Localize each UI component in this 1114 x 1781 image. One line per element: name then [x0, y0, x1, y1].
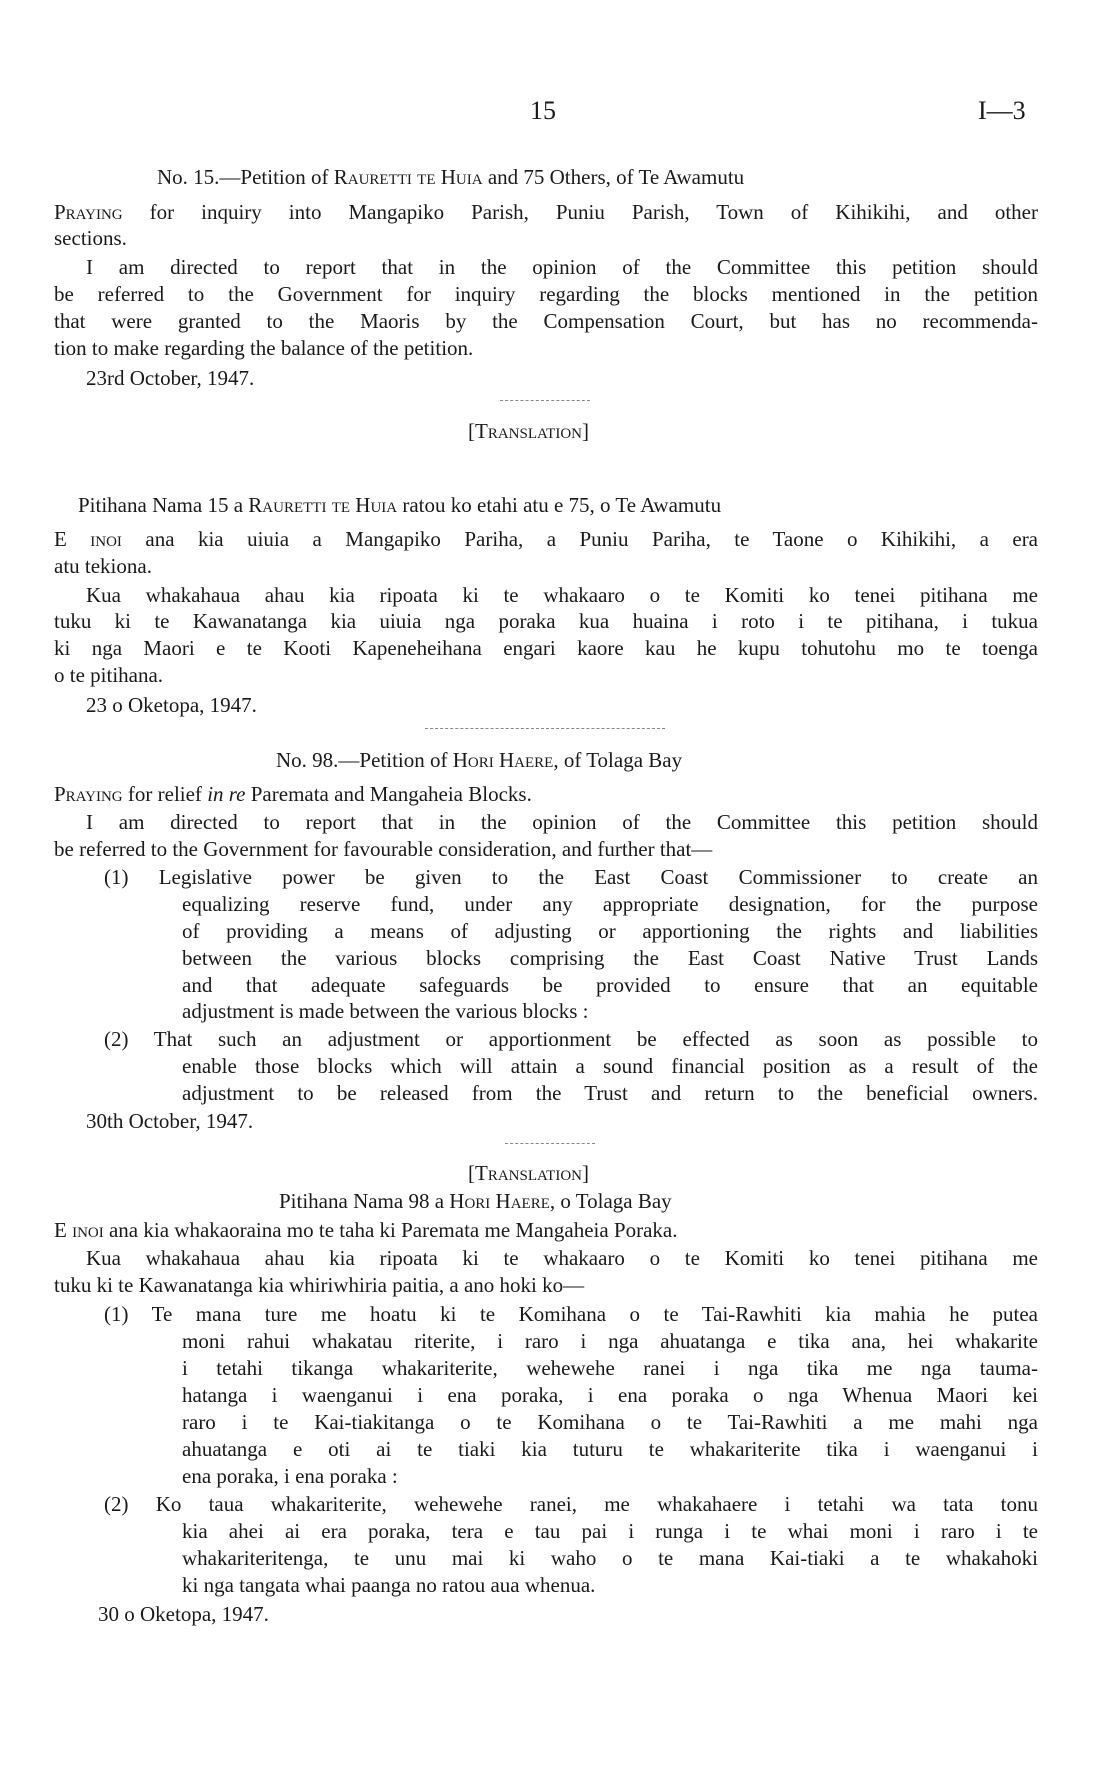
item-1-line: ena poraka, i ena poraka : [182, 1464, 398, 1488]
praying-lead: Praying [54, 782, 123, 806]
petitioner-name: Rauretti te Huia [248, 493, 398, 517]
praying-text: Paremata and Mangaheia Blocks. [245, 782, 532, 806]
body-line: o te pitihana. [54, 663, 164, 687]
report-line: tion to make regarding the balance of the petition. [54, 336, 474, 360]
petition-15-heading [157, 164, 744, 190]
praying-text: for relief [122, 782, 208, 806]
praying-lead: Praying [54, 200, 123, 224]
series-code: I—3 [978, 96, 1026, 125]
report-line: be referred to the Government for inquiry regarding the blocks mentioned in the petition [54, 282, 1038, 306]
heading-prefix: Pitihana Nama 15 a [78, 493, 249, 517]
item-2-line: ki nga tangata whai paanga no ratou aua whenua. [182, 1573, 596, 1597]
petition-date: 23rd October, 1947. [86, 366, 255, 390]
inoi-line-2: atu tekiona. [54, 554, 152, 578]
item-1-line: between the various blocks comprising the East Coast Native Trust Lands [182, 946, 1038, 970]
heading-rest: , of Tolaga Bay [553, 748, 683, 772]
praying-line-2: sections. [54, 226, 127, 250]
body-line: Kua whakahaua ahau kia ripoata ki te whakaaro o te Komiti ko tenei pitihana me [86, 1246, 1038, 1270]
report-line: be referred to the Government for favourable consideration, and further that— [54, 837, 713, 861]
item-1-line: (1) Legislative power be given to the East Coast Commissioner to create an [104, 865, 1038, 889]
body-line: ki nga Maori e te Kooti Kapeneheihana engari kaore kau he kupu tohutohu mo te toenga [54, 636, 1038, 660]
translation-heading [78, 492, 721, 518]
petitioner-name: Hori Haere [452, 748, 554, 772]
item-1-line: i tetahi tikanga whakariterite, wehewehe ranei i nga tika me nga tauma- [182, 1356, 1038, 1380]
inoi-lead: E inoi [54, 1218, 104, 1242]
item-1-line: (1) Te mana ture me hoatu ki te Komihana o te Tai-Rawhiti kia mahia he putea [104, 1302, 1038, 1326]
report-line: I am directed to report that in the opinion of the Committee this petition should [86, 255, 1038, 279]
item-1-line: adjustment is made between the various blocks : [182, 999, 589, 1023]
petitioner-name: Rauretti te Huia [333, 165, 483, 189]
item-1-line: ahuatanga e oti ai te tiaki kia tuturu te whakariterite tika i waenganui i [182, 1437, 1038, 1461]
item-1-line: and that adequate safeguards be provided to ensure that an equitable [182, 973, 1038, 997]
item-1-line: moni rahui whakatau riterite, i raro i nga ahuatanga e tika ana, hei whakarite [182, 1329, 1038, 1353]
praying-line-1 [54, 199, 1038, 225]
section-divider [505, 1143, 595, 1144]
heading-rest: and 75 Others, of Te Awamutu [482, 165, 745, 189]
petition-date: 30th October, 1947. [86, 1109, 254, 1133]
heading-number: No. 98.—Petition of [276, 748, 453, 772]
item-1-line: of providing a means of adjusting or apportioning the rights and liabilities [182, 919, 1038, 943]
praying-latin: in re [207, 782, 246, 806]
petition-98-heading [276, 747, 682, 773]
body-line: tuku ki te Kawanatanga kia whiriwhiria paitia, a ano hoki ko— [54, 1273, 585, 1297]
item-2-line: adjustment to be released from the Trust and return to the beneficial owners. [182, 1081, 1038, 1105]
inoi-line-1 [54, 526, 1038, 552]
translation-date: 30 o Oketopa, 1947. [98, 1602, 269, 1626]
page-number: 15 [530, 96, 556, 125]
heading-rest: ratou ko etahi atu e 75, o Te Awamutu [397, 493, 722, 517]
item-2-line: enable those blocks which will attain a sound financial position as a result of the [182, 1054, 1038, 1078]
item-2-line: (2) That such an adjustment or apportionment be effected as soon as possible to [104, 1027, 1038, 1051]
item-1-line: raro i te Kai-tiakitanga o te Komihana o te Tai-Rawhiti a me mahi nga [182, 1410, 1038, 1434]
translation-label: [Translation] [468, 1161, 589, 1185]
translation-date: 23 o Oketopa, 1947. [86, 693, 257, 717]
inoi-line [54, 1217, 678, 1243]
inoi-text: ana kia whakaoraina mo te taha ki Paremata me Mangaheia Poraka. [103, 1218, 678, 1242]
section-divider [500, 400, 590, 401]
body-line: tuku ki te Kawanatanga kia uiuia nga poraka kua huaina i roto i te pitihana, i tukua [54, 609, 1038, 633]
praying-text: for inquiry into Mangapiko Parish, Puniu Parish, Town of Kihikihi, and other [122, 200, 1038, 224]
translation-label: [Translation] [468, 419, 589, 443]
item-2-line: kia ahei ai era poraka, tera e tau pai i runga i te whai moni i raro i te [182, 1519, 1038, 1543]
item-2-line: (2) Ko taua whakariterite, wehewehe ranei, me whakahaere i tetahi wa tata tonu [104, 1492, 1038, 1516]
praying-line [54, 781, 532, 807]
heading-rest: , o Tolaga Bay [549, 1189, 672, 1213]
heading-prefix: Pitihana Nama 98 a [279, 1189, 450, 1213]
translation-heading [279, 1188, 672, 1214]
heading-number: No. 15.—Petition of [157, 165, 334, 189]
item-1-line: equalizing reserve fund, under any appropriate designation, for the purpose [182, 892, 1038, 916]
inoi-text: ana kia uiuia a Mangapiko Pariha, a Puniu Pariha, te Taone o Kihikihi, a era [121, 527, 1039, 551]
item-2-line: whakariteritenga, te unu mai ki waho o te mana Kai-tiaki a te whakahoki [182, 1546, 1038, 1570]
report-line: I am directed to report that in the opinion of the Committee this petition should [86, 810, 1038, 834]
petitioner-name: Hori Haere [449, 1189, 550, 1213]
report-line: that were granted to the Maoris by the Compensation Court, but has no recommenda- [54, 309, 1038, 333]
item-1-line: hatanga i waenganui i ena poraka, i ena poraka o nga Whenua Maori kei [182, 1383, 1038, 1407]
section-divider [425, 728, 665, 729]
body-line: Kua whakahaua ahau kia ripoata ki te whakaaro o te Komiti ko tenei pitihana me [86, 583, 1038, 607]
inoi-lead: E inoi [54, 527, 122, 551]
